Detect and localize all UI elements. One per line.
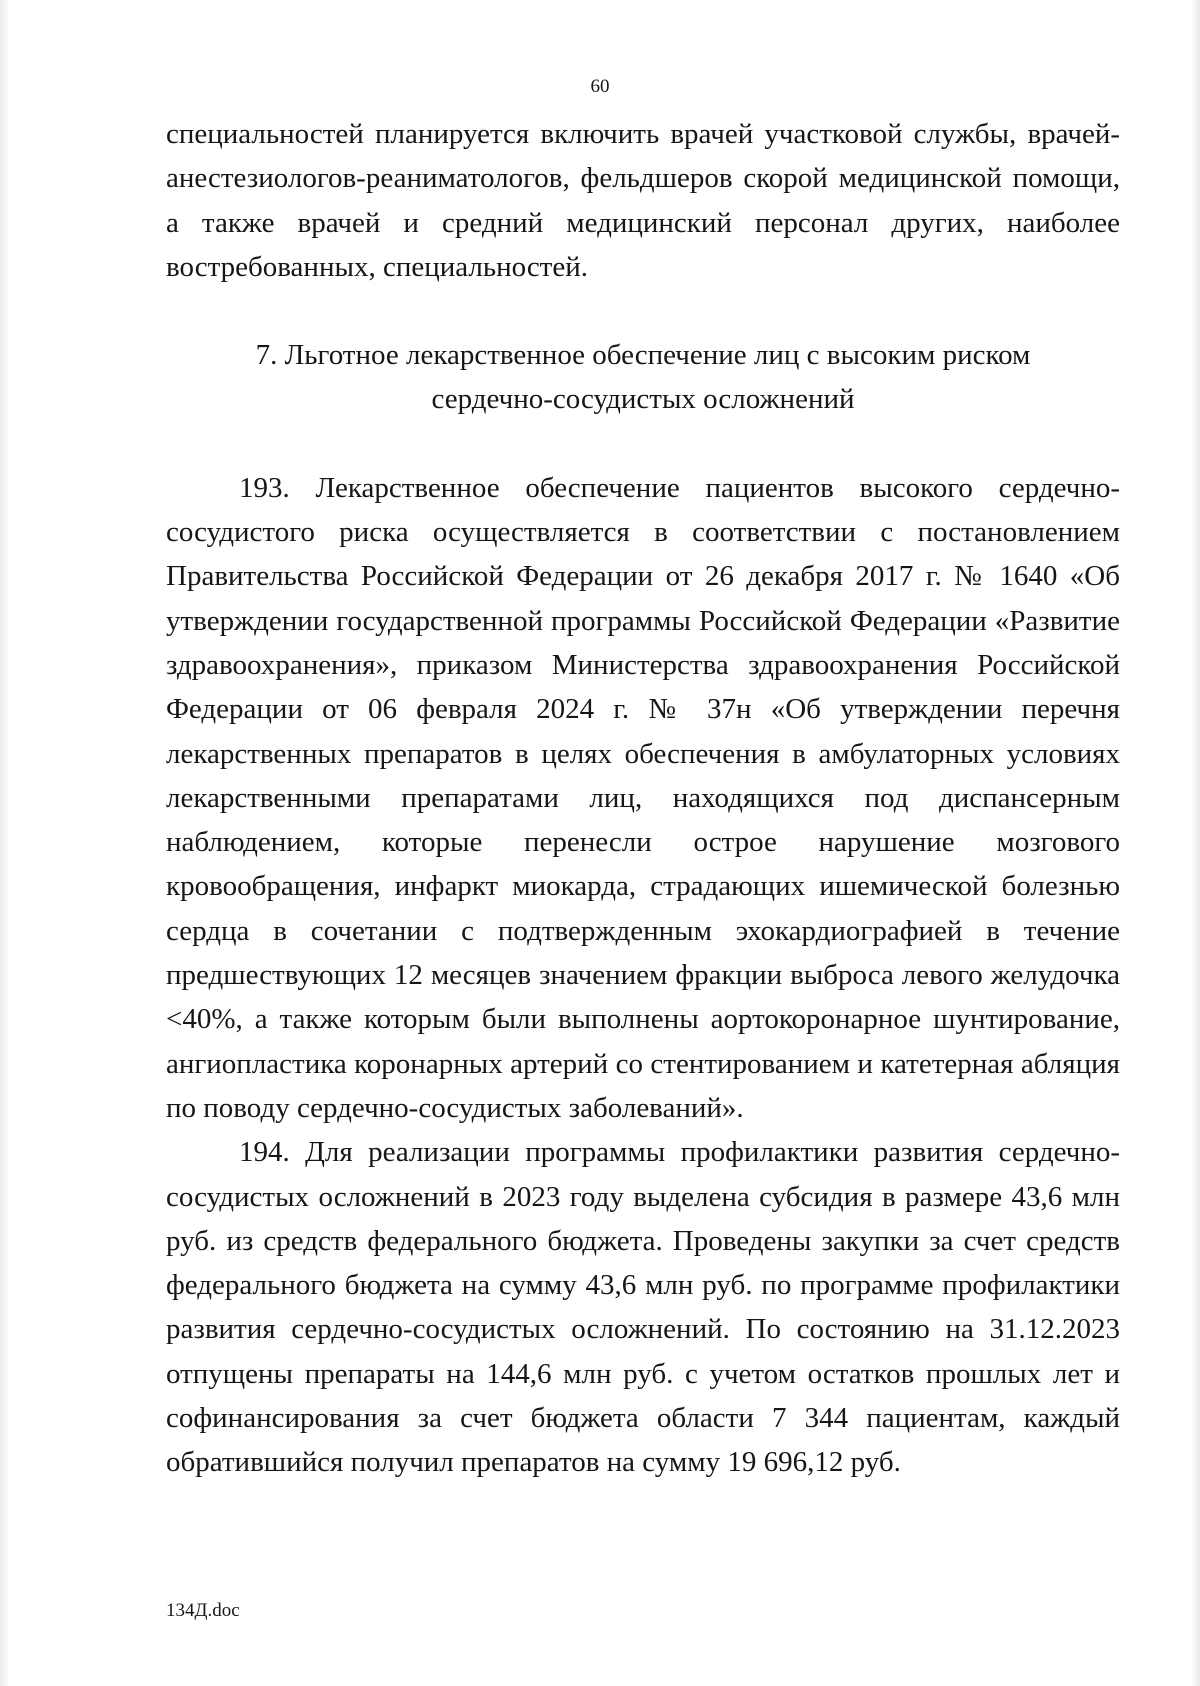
footer-filename: 134Д.doc — [166, 1600, 240, 1621]
scan-edge-left — [0, 0, 10, 1686]
section-heading — [166, 333, 1120, 422]
paragraph-193: 193. Лекарственное обеспечение пациентов высокого сердечно-сосудистого риска осуществляется в соответствии с постановлением Правительства Российской Федерации от 26 декабря 2017 г. № 1640 «Об утверждении государственной программы Российской Федерации «Развитие здравоохранения», приказом Министерства здравоохранения Российской Федерации от 06 февраля 2024 г. № 37н «Об утверждении перечня лекарственных препаратов в целях обеспечения в амбулаторных условиях лекарственными препаратами лиц, находящихся под диспансерным наблюдением, которые перенесли острое нарушение мозгового кровообращения, инфаркт миокарда, страдающих ишемической болезнью сердца в сочетании с подтвержденным эхокардиографией в течение предшествующих 12 месяцев значением фракции выброса левого желудочка <40%, а также которым были выполнены аортокоронарное шунтирование, ангиопластика коронарных артерий со стентированием и катетерная абляция по поводу сердечно-сосудистых заболеваний». — [166, 471, 1120, 1124]
page-number: 60 — [590, 76, 610, 97]
scan-edge-right — [1190, 0, 1200, 1686]
document-body — [166, 112, 1120, 1485]
section-heading-line-2: сердечно-сосудистых осложнений — [431, 383, 855, 416]
paragraph-intro: специальностей планируется включить врачей участковой службы, врачей-анестезиологов-реаниматологов, фельдшеров скорой медицинской помощи, а также врачей и средний медицинский персонал других, наиболее востребованных, специальностей. — [166, 118, 1120, 283]
section-heading-line-1: 7. Льготное лекарственное обеспечение лиц с высоким риском — [255, 339, 1031, 372]
paragraph-194: 194. Для реализации программы профилактики развития сердечно-сосудистых осложнений в 2023 году выделена субсидия в размере 43,6 млн руб. из средств федерального бюджета. Проведены закупки за счет средств федерального бюджета на сумму 43,6 млн руб. по программе профилактики развития сердечно-сосудистых осложнений. По состоянию на 31.12.2023 отпущены препараты на 144,6 млн руб. с учетом остатков прошлых лет и софинансирования за счет бюджета области 7 344 пациентам, каждый обратившийся получил препаратов на сумму 19 696,12 руб. — [166, 1136, 1120, 1479]
